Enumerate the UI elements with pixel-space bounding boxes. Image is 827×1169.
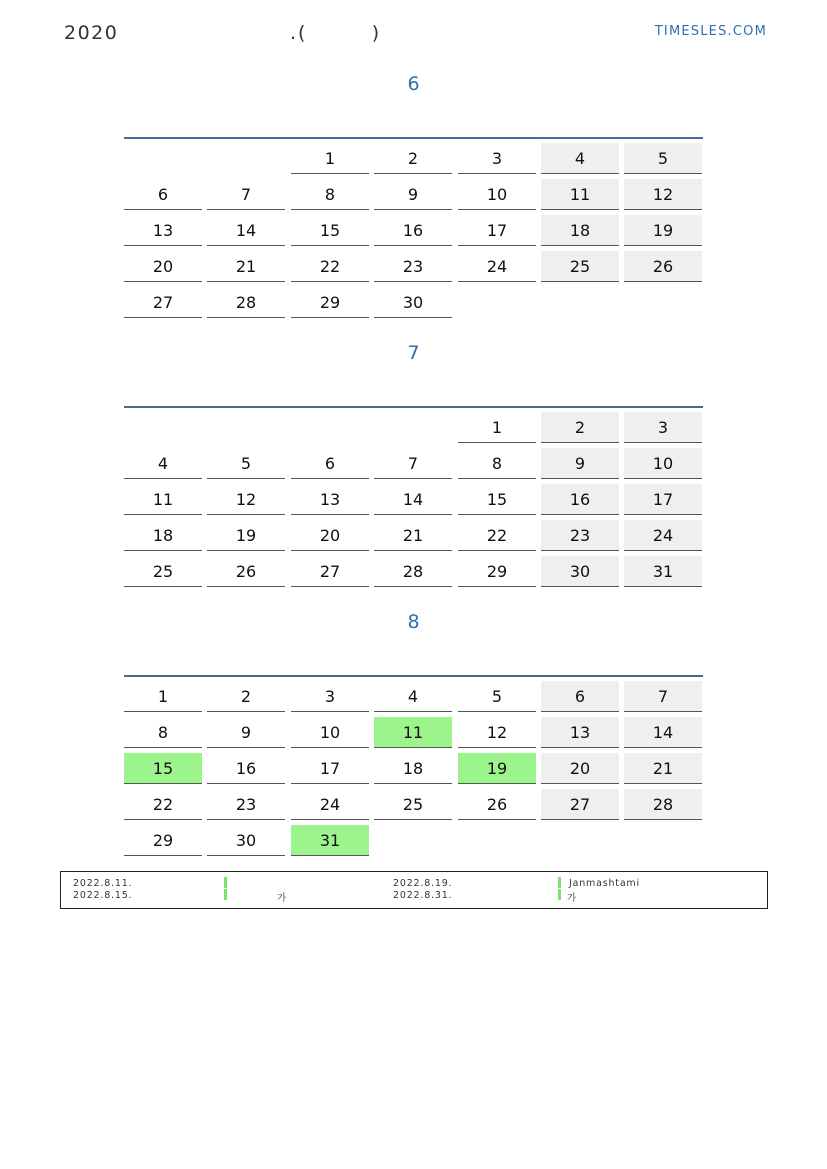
day-cell[interactable]: 20 — [541, 753, 619, 784]
day-cell[interactable]: 5 — [207, 448, 285, 479]
day-cell[interactable]: 12 — [458, 717, 536, 748]
day-cell[interactable]: 26 — [624, 251, 702, 282]
legend-date: 2022.8.19. — [393, 878, 453, 889]
month-title: 8 — [407, 611, 420, 633]
day-cell[interactable]: 13 — [124, 215, 202, 246]
day-cell[interactable]: 16 — [541, 484, 619, 515]
day-cell[interactable]: 4 — [374, 681, 452, 712]
month-title: 7 — [407, 342, 420, 364]
day-cell[interactable]: 18 — [541, 215, 619, 246]
day-cell[interactable]: 17 — [458, 215, 536, 246]
day-cell[interactable]: 25 — [124, 556, 202, 587]
day-cell[interactable]: 7 — [624, 681, 702, 712]
holiday-marker — [224, 877, 227, 888]
day-cell[interactable]: 17 — [624, 484, 702, 515]
day-cell[interactable]: 9 — [541, 448, 619, 479]
day-cell[interactable]: 2 — [207, 681, 285, 712]
day-cell[interactable]: 8 — [458, 448, 536, 479]
legend-holiday-name: 가 — [567, 893, 577, 904]
month-divider — [124, 137, 703, 139]
holiday-legend — [60, 871, 768, 909]
day-cell[interactable]: 30 — [541, 556, 619, 587]
day-cell[interactable]: 14 — [207, 215, 285, 246]
day-cell[interactable]: 18 — [124, 520, 202, 551]
day-cell[interactable]: 30 — [207, 825, 285, 856]
day-cell[interactable]: 29 — [124, 825, 202, 856]
legend-date: 2022.8.31. — [393, 890, 453, 901]
day-cell[interactable]: 16 — [374, 215, 452, 246]
day-cell[interactable]: 28 — [624, 789, 702, 820]
holiday-day-cell[interactable]: 19 — [458, 753, 536, 784]
day-cell[interactable]: 6 — [124, 179, 202, 210]
holiday-day-cell[interactable]: 15 — [124, 753, 202, 784]
day-cell[interactable]: 27 — [291, 556, 369, 587]
day-cell[interactable]: 2 — [374, 143, 452, 174]
day-cell[interactable]: 24 — [458, 251, 536, 282]
day-cell[interactable]: 18 — [374, 753, 452, 784]
day-cell[interactable]: 22 — [458, 520, 536, 551]
day-cell[interactable]: 10 — [458, 179, 536, 210]
day-cell[interactable]: 7 — [374, 448, 452, 479]
header-year: 2020 — [64, 22, 119, 44]
day-cell[interactable]: 29 — [458, 556, 536, 587]
day-cell[interactable]: 27 — [124, 287, 202, 318]
day-cell[interactable]: 24 — [291, 789, 369, 820]
day-cell[interactable]: 28 — [207, 287, 285, 318]
day-cell[interactable]: 8 — [124, 717, 202, 748]
legend-date: 2022.8.11. — [73, 878, 133, 889]
day-cell[interactable]: 29 — [291, 287, 369, 318]
day-cell[interactable]: 25 — [541, 251, 619, 282]
day-cell[interactable]: 19 — [624, 215, 702, 246]
header-subtitle: .( ) — [290, 22, 382, 44]
month-divider — [124, 675, 703, 677]
day-cell[interactable]: 4 — [541, 143, 619, 174]
day-cell[interactable]: 4 — [124, 448, 202, 479]
day-cell[interactable]: 10 — [291, 717, 369, 748]
day-cell[interactable]: 12 — [624, 179, 702, 210]
day-cell[interactable]: 22 — [291, 251, 369, 282]
day-cell[interactable]: 2 — [541, 412, 619, 443]
day-cell[interactable]: 9 — [207, 717, 285, 748]
day-cell[interactable]: 23 — [541, 520, 619, 551]
legend-date: 2022.8.15. — [73, 890, 133, 901]
holiday-marker — [224, 889, 227, 900]
day-cell[interactable]: 21 — [207, 251, 285, 282]
month-title: 6 — [407, 73, 420, 95]
day-cell[interactable]: 30 — [374, 287, 452, 318]
day-cell[interactable]: 26 — [207, 556, 285, 587]
day-cell[interactable]: 13 — [541, 717, 619, 748]
day-cell[interactable]: 23 — [207, 789, 285, 820]
day-cell[interactable]: 14 — [374, 484, 452, 515]
day-cell[interactable]: 5 — [458, 681, 536, 712]
day-cell[interactable]: 28 — [374, 556, 452, 587]
day-cell[interactable]: 31 — [624, 556, 702, 587]
day-cell[interactable]: 6 — [541, 681, 619, 712]
day-cell[interactable]: 3 — [624, 412, 702, 443]
day-cell[interactable]: 22 — [124, 789, 202, 820]
day-cell[interactable]: 6 — [291, 448, 369, 479]
day-cell[interactable]: 19 — [207, 520, 285, 551]
day-cell[interactable]: 15 — [458, 484, 536, 515]
day-cell[interactable]: 3 — [458, 143, 536, 174]
day-cell[interactable]: 25 — [374, 789, 452, 820]
day-cell[interactable]: 24 — [624, 520, 702, 551]
day-cell[interactable]: 11 — [541, 179, 619, 210]
day-cell[interactable]: 15 — [291, 215, 369, 246]
day-cell[interactable]: 14 — [624, 717, 702, 748]
day-cell[interactable]: 7 — [207, 179, 285, 210]
holiday-marker — [558, 877, 561, 888]
day-cell[interactable]: 27 — [541, 789, 619, 820]
day-cell[interactable]: 1 — [458, 412, 536, 443]
day-cell[interactable]: 23 — [374, 251, 452, 282]
day-cell[interactable]: 5 — [624, 143, 702, 174]
holiday-marker — [558, 889, 561, 900]
day-cell[interactable]: 8 — [291, 179, 369, 210]
day-cell[interactable]: 20 — [291, 520, 369, 551]
day-cell[interactable]: 1 — [124, 681, 202, 712]
legend-holiday-name: Janmashtami — [569, 878, 640, 889]
day-cell[interactable]: 9 — [374, 179, 452, 210]
day-cell[interactable]: 11 — [124, 484, 202, 515]
legend-holiday-name: 가 — [277, 893, 287, 904]
day-cell[interactable]: 17 — [291, 753, 369, 784]
day-cell[interactable]: 10 — [624, 448, 702, 479]
holiday-day-cell[interactable]: 31 — [291, 825, 369, 856]
month-divider — [124, 406, 703, 408]
day-cell[interactable]: 12 — [207, 484, 285, 515]
day-cell[interactable]: 26 — [458, 789, 536, 820]
day-cell[interactable]: 16 — [207, 753, 285, 784]
day-cell[interactable]: 13 — [291, 484, 369, 515]
day-cell[interactable]: 21 — [624, 753, 702, 784]
day-cell[interactable]: 20 — [124, 251, 202, 282]
holiday-day-cell[interactable]: 11 — [374, 717, 452, 748]
day-cell[interactable]: 3 — [291, 681, 369, 712]
site-link[interactable]: TIMESLES.COM — [654, 24, 767, 39]
day-cell[interactable]: 21 — [374, 520, 452, 551]
day-cell[interactable]: 1 — [291, 143, 369, 174]
